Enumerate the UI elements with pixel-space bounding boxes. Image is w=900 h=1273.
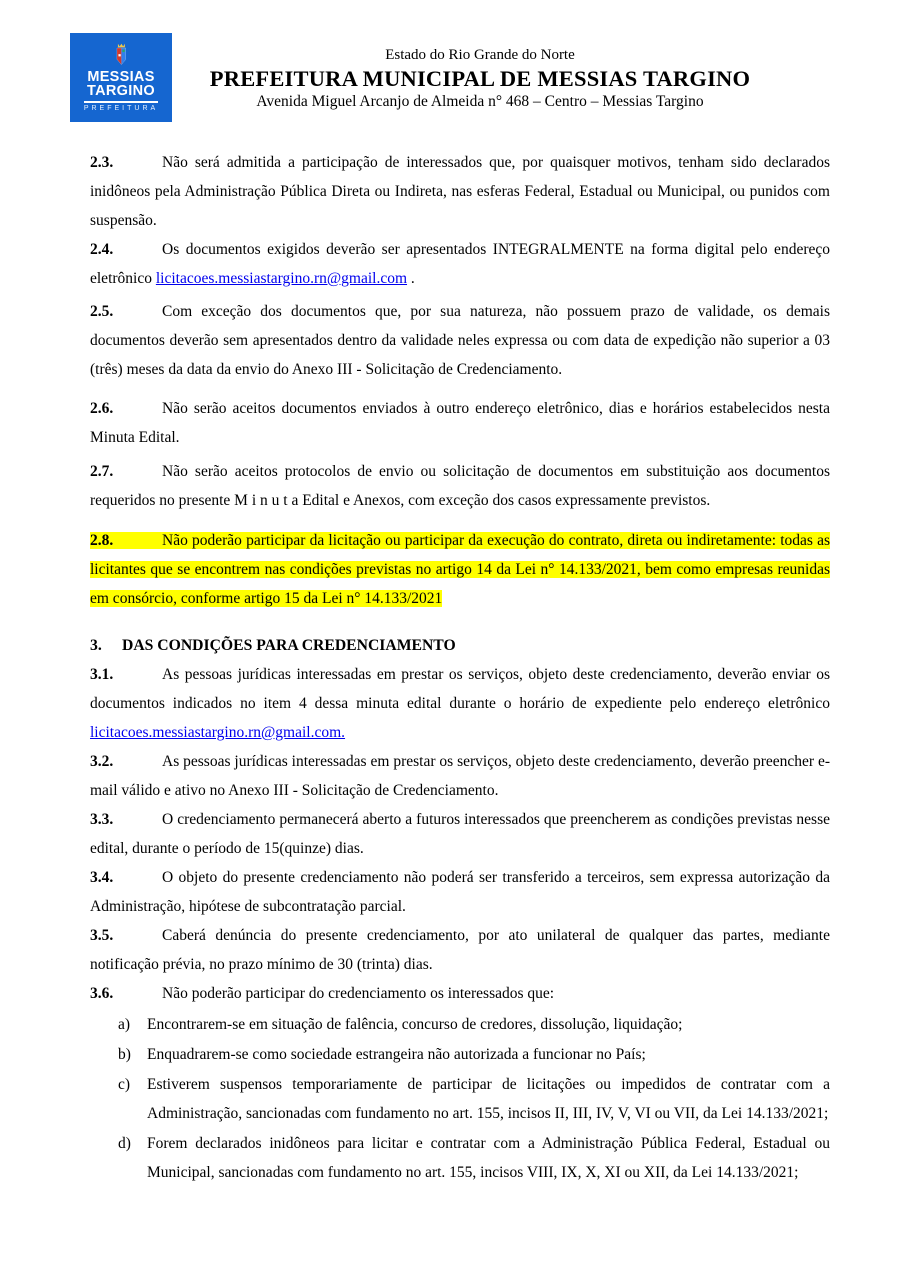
paragraph-number: 2.7. xyxy=(90,463,114,480)
list-item-text: Estiverem suspensos temporariamente de participar de licitações ou impedidos de contratar com a Administração, sancionadas com fundamento no art. 155, incisos II, III, IV, V, VI ou VII, da Lei 14.133/2021; xyxy=(147,1076,830,1122)
list-marker: d) xyxy=(118,1135,131,1152)
paragraph-text: O objeto do presente credenciamento não poderá ser transferido a terceiros, sem expressa autorização da Administração, hipótese de subcontratação parcial. xyxy=(90,869,830,915)
section-title: DAS CONDIÇÕES PARA CREDENCIAMENTO xyxy=(122,637,456,654)
address-line: Avenida Miguel Arcanjo de Almeida n° 468 – Centro – Messias Targino xyxy=(256,93,704,110)
paragraph-3-1 xyxy=(90,660,830,747)
paragraph-number: 2.4. xyxy=(90,241,114,258)
logo-name-line2: TARGINO xyxy=(87,83,155,99)
conditions-list xyxy=(90,1010,830,1187)
paragraph-3-2 xyxy=(90,747,830,805)
paragraph-number: 3.6. xyxy=(90,985,114,1002)
list-marker: b) xyxy=(118,1046,131,1063)
paragraph-text: Caberá denúncia do presente credenciamento, por ato unilateral de qualquer das partes, mediante notificação prévia, no prazo mínimo de 30 (trinta) dias. xyxy=(90,927,830,973)
paragraph-2-8-highlighted xyxy=(90,526,830,613)
paragraph-2-5 xyxy=(90,297,830,384)
logo-subtitle: PREFEITURA xyxy=(83,105,159,112)
paragraph-text: Com exceção dos documentos que, por sua natureza, não possuem prazo de validade, os demais documentos deverão sem apresentados dentro da validade neles expressa ou com data de expedição não superior a 03 (três) meses da data da envio do Anexo III - Solicitação de Credenciamento. xyxy=(90,303,830,378)
paragraph-3-4 xyxy=(90,863,830,921)
paragraph-number: 2.8. xyxy=(90,532,114,549)
page-title: PREFEITURA MUNICIPAL DE MESSIAS TARGINO xyxy=(209,66,751,91)
paragraph-text: As pessoas jurídicas interessadas em prestar os serviços, objeto deste credenciamento, deverão preencher e-mail válido e ativo no Anexo III - Solicitação de Credenciamento. xyxy=(90,753,830,799)
paragraph-2-3 xyxy=(90,148,830,235)
paragraph-2-7 xyxy=(90,457,830,515)
list-item xyxy=(118,1070,830,1128)
list-marker: a) xyxy=(118,1016,131,1033)
paragraph-number: 2.5. xyxy=(90,303,114,320)
paragraph-2-6 xyxy=(90,394,830,452)
list-item xyxy=(118,1129,830,1187)
highlighted-text xyxy=(90,532,830,607)
list-item-text: Enquadrarem-se como sociedade estrangeira não autorizada a funcionar no País; xyxy=(147,1046,646,1063)
paragraph-text: Os documentos exigidos deverão ser apresentados INTEGRALMENTE na forma digital pelo endereço eletrônico xyxy=(90,241,830,287)
paragraph-number: 3.3. xyxy=(90,811,114,828)
paragraph-text: Não poderão participar da licitação ou participar da execução do contrato, direta ou indiretamente: todas as licitantes que se encontrem nas condições previstas no artigo 14 da Lei n° 14.133/2021, bem como empresas reunidas em consórcio, conforme artigo 15 da Lei n° 14.133/2021 xyxy=(90,532,830,607)
paragraph-3-5 xyxy=(90,921,830,979)
logo-name-line1: MESSIAS xyxy=(87,69,155,85)
paragraph-text: Não será admitida a participação de interessados que, por quaisquer motivos, tenham sido declarados inidôneos pela Administração Pública Direta ou Indireta, nas esferas Federal, Estadual ou Municipal, ou punidos com suspensão. xyxy=(90,154,830,229)
paragraph-2-4 xyxy=(90,235,830,293)
list-item-text: Encontrarem-se em situação de falência, concurso de credores, dissolução, liquidação; xyxy=(147,1016,683,1033)
municipality-logo xyxy=(70,33,172,122)
document-body xyxy=(0,142,900,1187)
email-link[interactable]: licitacoes.messiastargino.rn@gmail.com xyxy=(155,270,408,287)
list-item xyxy=(118,1040,830,1069)
paragraph-3-3 xyxy=(90,805,830,863)
letterhead xyxy=(0,0,900,142)
list-item-text: Forem declarados inidôneos para licitar e contratar com a Administração Pública Federal, Estadual ou Municipal, sancionadas com fundamento no art. 155, incisos VIII, IX, X, XI ou XII, da Lei 14.133/2021; xyxy=(147,1135,830,1181)
email-link[interactable]: licitacoes.messiastargino.rn@gmail.com. xyxy=(90,724,346,741)
section-number: 3. xyxy=(90,637,102,654)
paragraph-text: As pessoas jurídicas interessadas em prestar os serviços, objeto deste credenciamento, deverão enviar os documentos indicados no item 4 dessa minuta edital durante o horário de expediente pelo endereço eletrônico xyxy=(90,666,830,712)
paragraph-number: 3.1. xyxy=(90,666,114,683)
paragraph-text: O credenciamento permanecerá aberto a futuros interessados que preencherem as condições previstas nesse edital, durante o período de 15(quinze) dias. xyxy=(90,811,830,857)
paragraph-number: 3.4. xyxy=(90,869,114,886)
list-item xyxy=(118,1010,830,1039)
paragraph-number: 2.3. xyxy=(90,154,114,171)
section-3-heading xyxy=(90,631,830,660)
paragraph-3-6 xyxy=(90,979,830,1008)
coat-of-arms-icon xyxy=(111,42,132,68)
paragraph-text: Não poderão participar do credenciamento os interessados que: xyxy=(162,985,555,1002)
paragraph-number: 3.5. xyxy=(90,927,114,944)
logo-divider xyxy=(84,101,158,103)
paragraph-text: Não serão aceitos protocolos de envio ou solicitação de documentos em substituição aos documentos requeridos no presente M i n u t a Edital e Anexos, com exceção dos casos expressamente previstos. xyxy=(90,463,830,509)
list-marker: c) xyxy=(118,1076,131,1093)
paragraph-number: 2.6. xyxy=(90,400,114,417)
state-line: Estado do Rio Grande do Norte xyxy=(385,47,575,63)
paragraph-text: Não serão aceitos documentos enviados à outro endereço eletrônico, dias e horários estabelecidos nesta Minuta Edital. xyxy=(90,400,830,446)
paragraph-text: . xyxy=(407,270,415,287)
paragraph-number: 3.2. xyxy=(90,753,114,770)
